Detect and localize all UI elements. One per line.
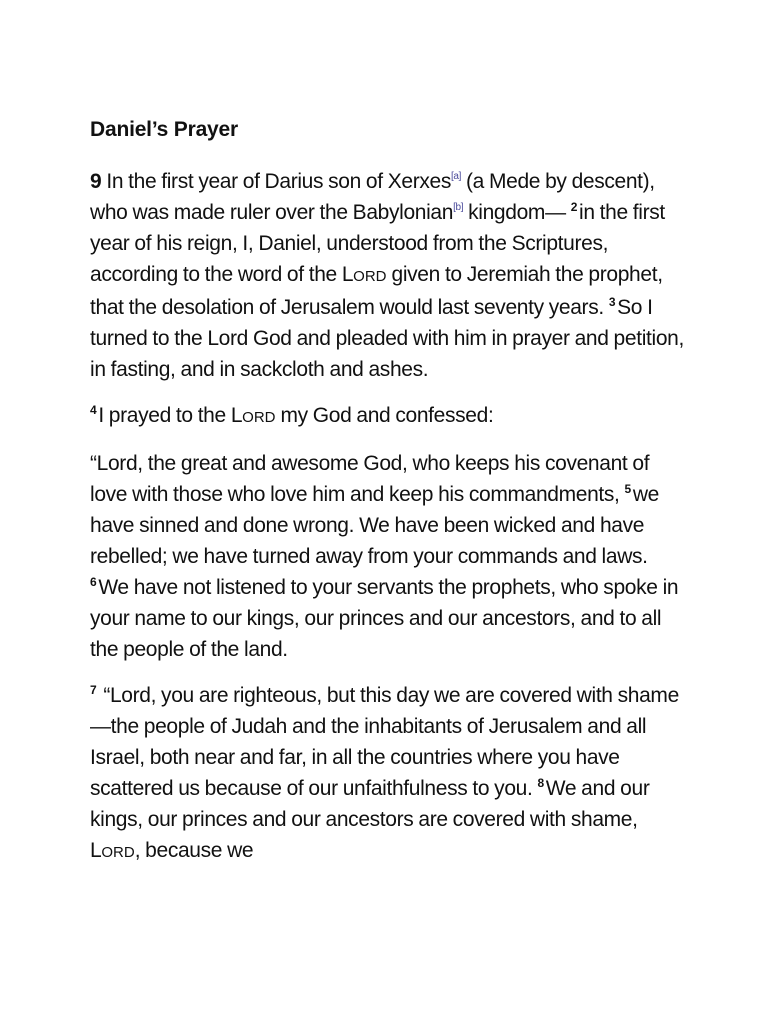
verse-text: “Lord, you are righteous, but this day we are covered with shame—the people of Judah and the inhabitants of Jerusalem and all Israel, both near and far, in all the countries where you have scattered us because of our unfaithfulness to you. bbox=[90, 684, 679, 800]
document-page bbox=[90, 116, 690, 883]
verse-text: , because we bbox=[134, 839, 254, 862]
footnote-link-a[interactable]: [a] bbox=[450, 171, 462, 182]
verse-text: In the first year of Darius son of Xerxes bbox=[101, 170, 451, 193]
verse-number-7: 7 bbox=[90, 683, 97, 697]
verse-number-6: 6 bbox=[90, 575, 97, 589]
lord-small-caps: ORD bbox=[242, 409, 276, 426]
lord-small-caps: ORD bbox=[101, 844, 135, 861]
verse-text: So I turned to the Lord God and pleaded with him in prayer and petition, in fasting, and in sackcloth and ashes. bbox=[90, 296, 684, 381]
verse-text: We and our kings, our princes and our ancestors are covered with shame, L bbox=[90, 777, 650, 862]
verse-text: my God and confessed: bbox=[275, 404, 494, 427]
chapter-number: 9 bbox=[90, 170, 102, 193]
paragraph-verse-4 bbox=[90, 400, 690, 433]
verse-number-8: 8 bbox=[537, 776, 544, 790]
footnote-link-b[interactable]: [b] bbox=[453, 202, 464, 213]
verse-text: “Lord, the great and awesome God, who keeps his covenant of love with those who love him and keep his commandments, bbox=[90, 452, 650, 506]
paragraph-verses-1-3 bbox=[90, 166, 690, 385]
verse-number-5: 5 bbox=[624, 482, 631, 496]
verse-text: We have not listened to your servants the prophets, who spoke in your name to our kings, our princes and our ancestors, and to all the people of the land. bbox=[90, 576, 679, 661]
verse-text: I prayed to the L bbox=[98, 404, 243, 427]
verse-text: in the first year of his reign, I, Daniel, understood from the Scriptures, according to the word of the L bbox=[90, 201, 665, 286]
verse-number-4: 4 bbox=[90, 403, 97, 417]
paragraph-verses-7-8 bbox=[90, 680, 690, 868]
verse-text: kingdom— bbox=[463, 201, 571, 224]
verse-number-2: 2 bbox=[570, 200, 578, 214]
lord-small-caps: ORD bbox=[353, 268, 387, 285]
section-heading: Daniel’s Prayer bbox=[90, 118, 238, 141]
verse-text: we have sinned and done wrong. We have been wicked and have rebelled; we have turned away from your commands and laws. bbox=[90, 483, 659, 568]
verse-text: (a Mede by descent), who was made ruler over the Babylonian bbox=[90, 170, 655, 224]
verse-text: given to Jeremiah the prophet, that the desolation of Jerusalem would last seventy years. bbox=[90, 263, 663, 319]
paragraph-verses-4-6 bbox=[90, 448, 690, 665]
verse-number-3: 3 bbox=[608, 295, 616, 309]
